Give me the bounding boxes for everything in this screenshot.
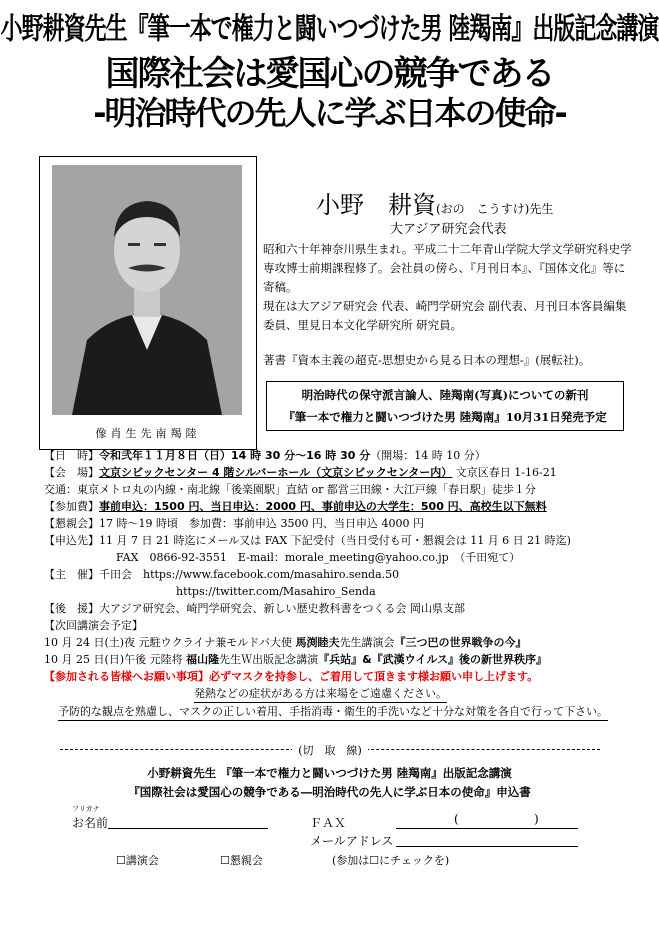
date-value: 令和弐年１１月８日（日）14 時 30 分～16 時 30 分 <box>99 449 371 462</box>
venue-row <box>44 464 644 481</box>
fax-input[interactable] <box>396 812 578 829</box>
party-value: 17 時～19 時頃 参加費：事前申込 3500 円、当日申込 4000 円 <box>99 517 424 530</box>
form-title-2: 『国際社会は愛国心の競争である―明治時代の先人に学ぶ日本の使命』申込書 <box>128 785 531 799</box>
organizer-twitter: https://twitter.com/Masahiro_Senda <box>176 585 376 598</box>
fee-value: 事前申込：1500 円、当日申込：2000 円、事前申込の大学生：500 円、高校生以下無料 <box>99 500 547 513</box>
subtitle: -明治時代の先人に学ぶ日本の使命- <box>93 94 566 132</box>
next1-speaker: 馬渕睦夫 <box>295 636 340 649</box>
form-title-1: 小野耕資先生 『筆一本で権力と闘いつづけた男 陸羯南』出版記念講演 <box>147 766 512 780</box>
fax-paren-close: ) <box>534 812 539 826</box>
next2-rest: 先生Ｗ出版記念講演 <box>219 653 319 666</box>
bio-paragraph-2: 現在は大アジア研究会 代表、崎門学研究会 副代表、月刊日本客員編集委員、里見日本文化学研究所 研究員。 <box>263 299 627 332</box>
mask-warning: 【参加される皆様へお願い事項】必ずマスクを持参し、ご着用して頂きます様お願い申し上げます。 <box>44 670 539 683</box>
symptom-note <box>44 685 644 703</box>
notice-line-1: 明治時代の保守派言論人、陸羯南(写真)についての新刊 <box>301 388 589 402</box>
fax-label: ＦＡＸ <box>310 816 347 830</box>
next1-title: 『三つ巴の世界戦争の今』 <box>394 636 527 649</box>
venue-label: 【会 場】 <box>44 466 99 479</box>
lecture-checkbox[interactable]: ☐講演会 <box>116 854 159 867</box>
fee-label: 【参加費】 <box>44 500 99 513</box>
name-label: お名前 <box>72 816 109 830</box>
speaker-reading: (おの こうすけ)先生 <box>436 202 554 216</box>
next2-text: 10 月 25 日(日)午後 元陸将 <box>44 653 183 666</box>
event-title-line: 小野耕資先生『筆一本で権力と闘いつづけた男 陸羯南』出版記念講演 <box>0 12 659 47</box>
date-label: 【日 時】 <box>44 449 99 462</box>
bio-paragraph-1: 昭和六十年神奈川県生まれ。平成二十二年青山学院大学文学研究科史学専攻博士前期課程修了。会社員の傍ら、『月刊日本』、『国体文化』等に寄稿。 <box>263 242 632 294</box>
venue-address: 文京区春日 1-16-21 <box>455 466 557 479</box>
email-label: メールアドレス <box>310 834 394 848</box>
name-input[interactable] <box>108 812 268 829</box>
date-note: （開場：14 時 10 分） <box>370 449 486 462</box>
speaker-name-text: 小野 耕資 <box>316 191 436 219</box>
access-row: 交通：東京メトロ丸の内線・南北線「後楽園駅」直結 or 都営三田線・大江戸線「春日駅」徒歩１分 <box>44 483 536 496</box>
support-label: 【後 援】 <box>44 602 99 615</box>
form-heading <box>0 764 659 802</box>
party-row <box>44 515 644 532</box>
symptom-note-text: 発熱などの症状がある方は来場をご遠慮ください。 <box>194 685 447 703</box>
main-title: 国際社会は愛国心の競争である <box>105 54 554 94</box>
speaker-bio <box>263 240 633 335</box>
apply-label: 【申込先】 <box>44 534 99 547</box>
cut-line <box>60 742 600 758</box>
next-event-1 <box>44 634 644 651</box>
checkbox-note: (参加は☐にチェックを) <box>332 854 450 867</box>
party-label: 【懇親会】 <box>44 517 99 530</box>
next2-speaker: 福山隆 <box>186 653 220 666</box>
prevention-note-text: 予防的な観点を熟慮し、マスクの正しい着用、手指消毒・衛生的手洗いなど十分な対策を各自で行って下さい。 <box>58 703 608 721</box>
event-details <box>44 447 644 721</box>
portrait-frame <box>39 156 257 450</box>
speaker-name <box>316 185 553 220</box>
speaker-book: 著書『資本主義の超克-思想史から見る日本の理想-』(展転社)。 <box>263 353 591 367</box>
furigana-label: フリガナ <box>72 805 100 813</box>
notice-line-2: 『筆一本で権力と闘いつづけた男 陸羯南』10月31日発売予定 <box>283 410 607 424</box>
apply-row <box>44 532 644 549</box>
portrait-caption: 像肖生先南羯陸 <box>95 427 201 440</box>
support-row <box>44 600 644 617</box>
next-events-label: 【次回講演会予定】 <box>44 619 143 632</box>
date-row <box>44 447 644 464</box>
party-checkbox[interactable]: ☐懇親会 <box>220 854 263 867</box>
next-event-2 <box>44 651 644 668</box>
email-input[interactable] <box>396 830 578 847</box>
new-book-notice <box>266 381 624 431</box>
speaker-organization: 大アジア研究会代表 <box>390 222 507 237</box>
fee-row <box>44 498 644 515</box>
apply-value: 11 月 7 日 21 時迄にメール又は FAX 下記受付（当日受付も可・懇親会は 11 月 6 日 21 時迄) <box>99 534 571 547</box>
prevention-note <box>44 703 644 721</box>
apply-contact: FAX 0866-92-3551 E-mail：morale_meeting@yahoo.co.jp （千田宛て） <box>116 551 521 564</box>
fax-paren-open: ( <box>454 812 459 826</box>
next1-text: 10 月 24 日(土)夜 元駐ウクライナ兼モルドバ大使 <box>44 636 293 649</box>
next2-title: 『兵站』&『武漢ウイルス』後の新世界秩序』 <box>318 653 548 666</box>
organizer-label: 【主 催】 <box>44 568 99 581</box>
venue-value: 文京シビックセンター 4 階シルバーホール（文京シビックセンター内） <box>99 466 453 479</box>
cut-line-label: (切 取 線) <box>292 744 368 757</box>
next1-rest: 先生講演会 <box>339 636 395 649</box>
organizer-row <box>44 566 644 583</box>
organizer-value: 千田会 https://www.facebook.com/masahiro.senda.50 <box>99 568 400 581</box>
support-value: 大アジア研究会、崎門学研究会、新しい歴史教科書をつくる会 岡山県支部 <box>99 602 466 615</box>
portrait-photo <box>52 165 242 415</box>
